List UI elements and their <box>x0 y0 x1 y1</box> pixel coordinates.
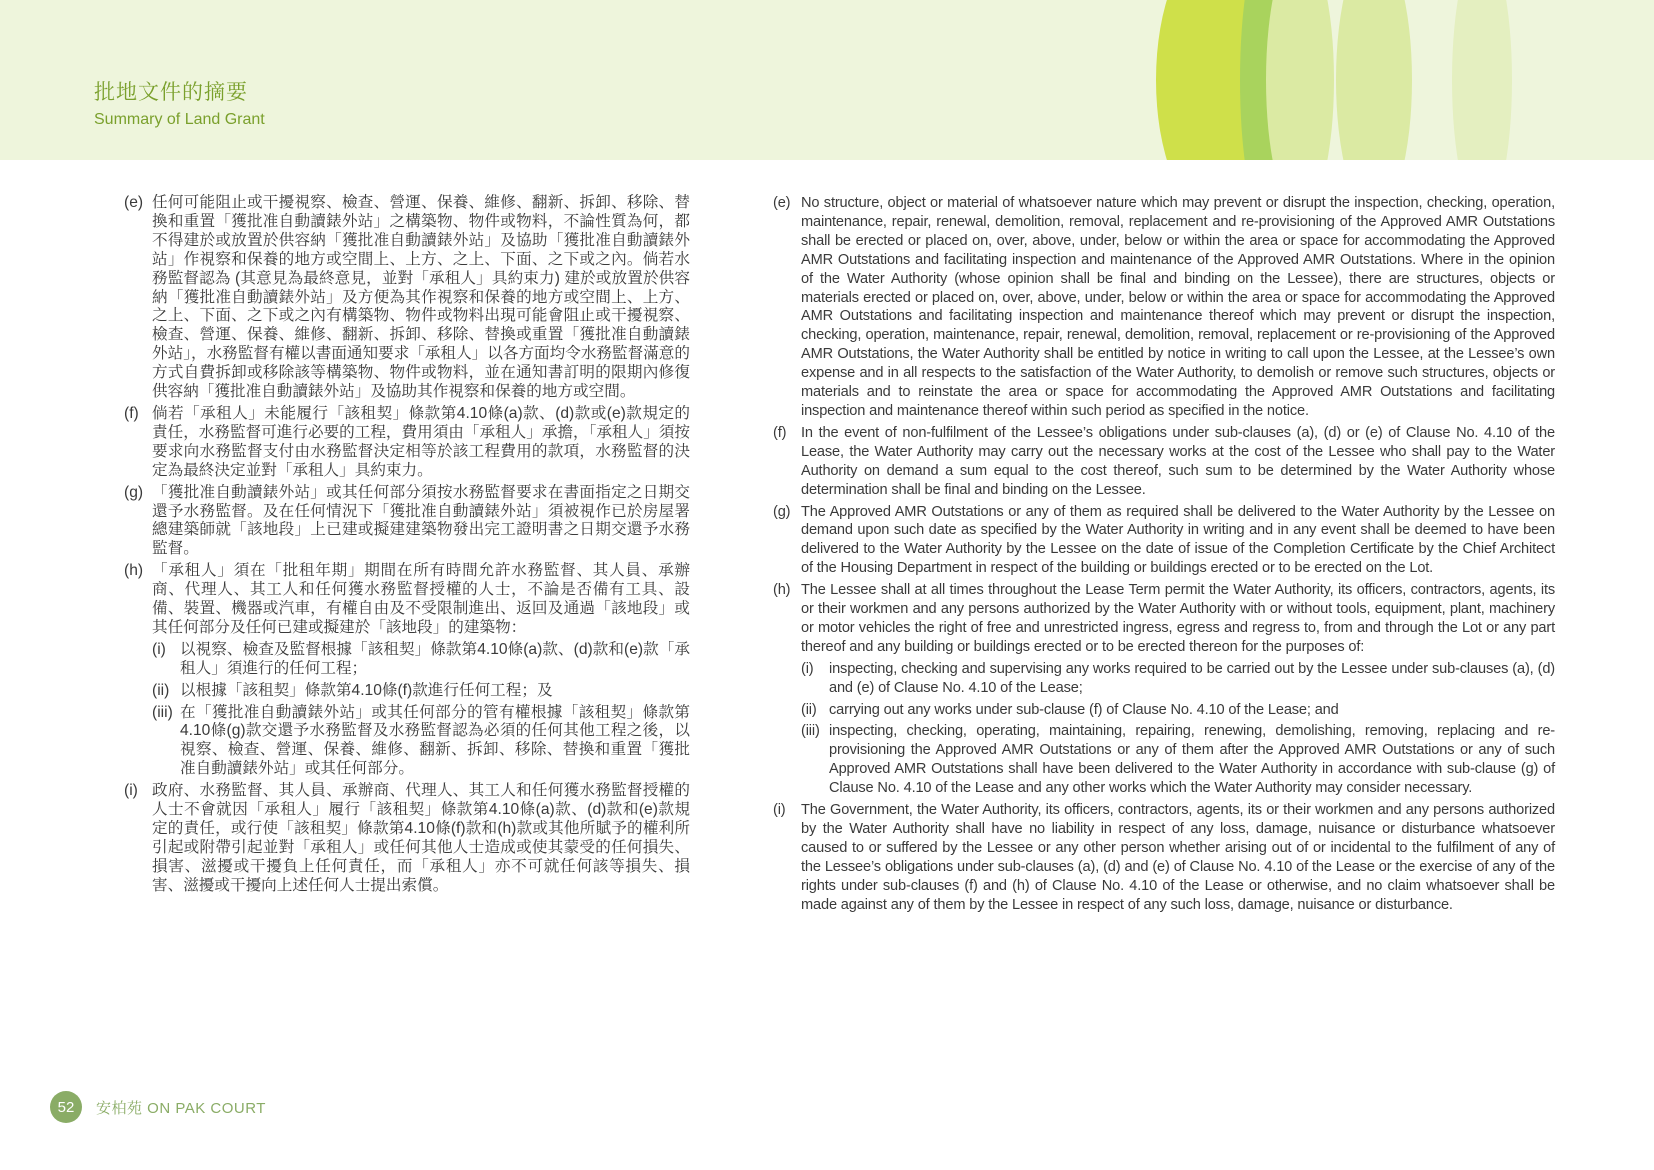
clause-text: 倘若「承租人」未能履行「該租契」條款第4.10條(a)款、(d)款或(e)款規定的責任，水務監督可進行必要的工程，費用須由「承租人」承擔，「承租人」須按要求向水務監督支付由水務監督決定相等於該工程費用的款項，水務監督的決定為最終決定並對「承租人」具約束力。 <box>152 404 690 479</box>
clause-text: 政府、水務監督、其人員、承辦商、代理人、其工人和任何獲水務監督授權的人士不會就因「承租人」履行「該租契」條款第4.10條(a)款、(d)款和(e)款規定的責任，或行使「該租契」條款第4.10條(f)款和(h)款或其他所賦予的權利所引起或附帶引起並對「承租人」或任何其他人士造成或使其蒙受的任何損失、損害、滋擾或干擾負上任何責任，而「承租人」亦不可就任何該等損失、損害、滋擾或干擾向上述任何人士提出索償。 <box>152 782 690 894</box>
subclause-marker: (i) <box>801 660 814 677</box>
subclause-en-h-i <box>801 660 1555 698</box>
header-titles <box>94 80 265 131</box>
clause-zh-h <box>124 562 690 779</box>
subclause-zh-h-i <box>152 641 690 679</box>
clause-text: The Government, the Water Authority, its officers, contractors, agents, its or their workmen and any persons authorized by the Water Authority shall have no liability in respect of any loss, damage, nuisance or disturbance whatsoever caused to or suffered by the Lessee or any other person whether arising out of or incidental to the fulfilment of any of the Lessee’s obligations under sub-clauses (a), (d) and (e) of Clause No. 4.10 of the Lease or the exercise of any of the rights under sub-clauses (f) and (h) of Clause No. 4.10 of the Lease or otherwise, and no claim whatsoever shall be made against any of them by the Lessee in respect of any such loss, damage, nuisance or disturbance. <box>801 802 1555 913</box>
clause-text: The Lessee shall at all times throughout the Lease Term permit the Water Authority, its officers, contractors, agents, its or their workmen and any persons authorized by the Water Authority with or without tools, equipment, plant, machinery or motor vehicles the right of free and unrestricted ingress, egress and regress to, from and through the Lot or any part thereof and any building or buildings erected or to be erected thereon for the purposes of: <box>801 582 1555 655</box>
clause-marker: (e) <box>124 194 144 211</box>
clause-marker: (e) <box>773 195 791 211</box>
subclause-zh-h-ii <box>152 682 690 701</box>
leaf-decoration-icon <box>1130 0 1654 160</box>
page-title-zh: 批地文件的摘要 <box>94 81 248 104</box>
chinese-column <box>124 194 690 899</box>
subclause-marker: (i) <box>152 640 166 658</box>
subclause-text: 在「獲批准自動讀錶外站」或其任何部分的管有權根據「該租契」條款第4.10條(g)款交還予水務監督及水務監督認為必須的任何其他工程之後，以視察、檢查、營運、保養、維修、翻新、拆卸、移除、替換和重置「獲批准自動讀錶外站」或其任何部分。 <box>180 703 690 778</box>
clause-text: In the event of non-fulfilment of the Lessee’s obligations under sub-clauses (a), (d) or (e) of Clause No. 4.10 of the Lease, the Water Authority may carry out the necessary works at the cost of the Lessee who shall pay to the Water Authority on demand a sum equal to the cost thereof, such sum to be determined by the Water Authority whose determination shall be final and binding on the Lessee. <box>801 424 1555 498</box>
subclause-marker: (iii) <box>801 723 820 740</box>
page-title-en: Summary of Land Grant <box>94 111 265 128</box>
clause-text: No structure, object or material of whatsoever nature which may prevent or disrupt the inspection, checking, operation, maintenance, repair, renewal, demolition, removal, replacement and re-provisioning of the Approved AMR Outstations shall be erected or placed on, over, above, under, below or within the area or space for accommodating the Approved AMR Outstations and facilitating inspection and maintenance of the Approved AMR Outstations. Where in the opinion of the Water Authority (whose opinion shall be final and binding on the Lessee), there are structures, objects or materials erected or placed on, over, above, under, below or within the area or space for accommodating the Approved AMR Outstations and facilitating inspection and maintenance thereof which may prevent or disrupt the inspection, checking, operation, maintenance, repair, renewal, demolition, removal, replacement or re-provisioning of the Approved AMR Outstations, the Water Authority shall be entitled by notice in writing to call upon the Lessee, at the Lessee’s own expense and in all respects to the satisfaction of the Water Authority, to demolish or remove such structures, objects or materials and to reinstate the area or space for accommodating the Approved AMR Outstations and facilitating inspection and maintenance thereof within such period as specified in the notice. <box>801 195 1555 419</box>
subclause-en-h-iii <box>801 722 1555 798</box>
subclause-marker: (ii) <box>152 681 170 699</box>
subclause-text: 以根據「該租契」條款第4.10條(f)款進行任何工程；及 <box>180 681 553 699</box>
clause-en-i <box>773 801 1555 914</box>
clause-en-e <box>773 194 1555 421</box>
clause-en-g <box>773 503 1555 579</box>
leaf-shape-3 <box>1266 0 1334 160</box>
clause-zh-g <box>124 484 690 560</box>
subclause-text: inspecting, checking, operating, maintaining, repairing, renewing, demolishing, removing, replacing and re-provisioning the Approved AMR Outstations or any of them after the Approved AMR Outstations or any of such Approved AMR Outstations shall have been delivered to the Water Authority in accordance with sub-clause (g) of Clause No. 4.10 of the Lease and any other works which the Water Authority may consider necessary. <box>829 723 1555 797</box>
english-column <box>773 194 1555 918</box>
clause-text: The Approved AMR Outstations or any of them as required shall be delivered to the Water Authority by the Lessee on demand upon such date as specified by the Water Authority in writing and in any event shall be deemed to have been delivered to the Water Authority by the Lessee on the date of issue of the Completion Certificate by the Chief Architect of the Housing Department in respect of the building or buildings erected or to be erected on the Lot. <box>801 503 1555 577</box>
leaf-shape-4 <box>1336 0 1412 160</box>
clause-marker: (h) <box>124 562 144 580</box>
clause-zh-e <box>124 194 690 402</box>
clause-text: 「承租人」須在「批租年期」期間在所有時間允許水務監督、其人員、承辦商、代理人、其工人和任何獲水務監督授權的人士，不論是否備有工具、設備、裝置、機器或汽車，有權自由及不受限制進出、返回及通過「該地段」或其任何部分及任何已建或擬建於「該地段」的建築物： <box>152 562 690 636</box>
clause-marker: (i) <box>773 802 786 819</box>
clause-marker: (h) <box>773 582 791 599</box>
clause-zh-i <box>124 782 690 895</box>
subclause-text: 以視察、檢查及監督根據「該租契」條款第4.10條(a)款、(d)款和(e)款「承租人」須進行的任何工程； <box>180 640 690 677</box>
clause-marker: (f) <box>773 424 787 441</box>
clause-en-f <box>773 424 1555 500</box>
clause-marker: (g) <box>124 483 144 501</box>
clause-marker: (i) <box>124 782 138 800</box>
clause-text: 任何可能阻止或干擾視察、檢查、營運、保養、維修、翻新、拆卸、移除、替換和重置「獲批准自動讀錶外站」之構築物、物件或物料，不論性質為何，都不得建於或放置於供容納「獲批准自動讀錶外站」及協助「獲批准自動讀錶外站」作視察和保養的地方或空間上、上方、之上、下面、之下或之內。倘若水務監督認為 (其意見為最終意見，並對「承租人」具約束力) 建於或放置於供容納「獲批准自動讀錶外站」及方便為其作視察和保養的地方或空間上、上方、之上、下面、之下或之內有構築物、物件或物料出現可能會阻止或干擾視察、檢查、營運、保養、維修、翻新、拆卸、移除、替換或重置「獲批准自動讀錶外站」，水務監督有權以書面通知要求「承租人」以各方面均令水務監督滿意的方式自費拆卸或移除該等構築物、物件或物料，並在通知書訂明的限期內修復供容納「獲批准自動讀錶外站」及協助其作視察和保養的地方或空間。 <box>152 194 690 401</box>
subclause-marker: (iii) <box>152 703 173 721</box>
clause-text: 「獲批准自動讀錶外站」或其任何部分須按水務監督要求在書面指定之日期交還予水務監督。及在任何情況下「獲批准自動讀錶外站」須被視作已於房屋署總建築師就「該地段」上已建或擬建建築物發出完工證明書之日期交還予水務監督。 <box>152 483 690 558</box>
footer-estate-name: 安柏苑 ON PAK COURT <box>96 1099 266 1117</box>
clause-marker: (g) <box>773 503 791 520</box>
clause-en-h <box>773 581 1555 798</box>
leaf-shape-5 <box>1452 0 1512 160</box>
page-number-badge: 52 <box>50 1091 82 1123</box>
clause-marker: (f) <box>124 404 139 422</box>
subclause-en-h-ii <box>801 701 1555 720</box>
subclause-zh-h-iii <box>152 704 690 780</box>
header-band <box>0 0 1654 160</box>
clause-zh-f <box>124 405 690 481</box>
subclause-text: inspecting, checking and supervising any works required to be carried out by the Lessee under sub-clauses (a), (d) and (e) of Clause No. 4.10 of the Lease; <box>829 660 1555 696</box>
subclause-text: carrying out any works under sub-clause (f) of Clause No. 4.10 of the Lease; and <box>829 701 1339 718</box>
page-footer <box>50 1091 266 1123</box>
subclause-marker: (ii) <box>801 701 817 718</box>
